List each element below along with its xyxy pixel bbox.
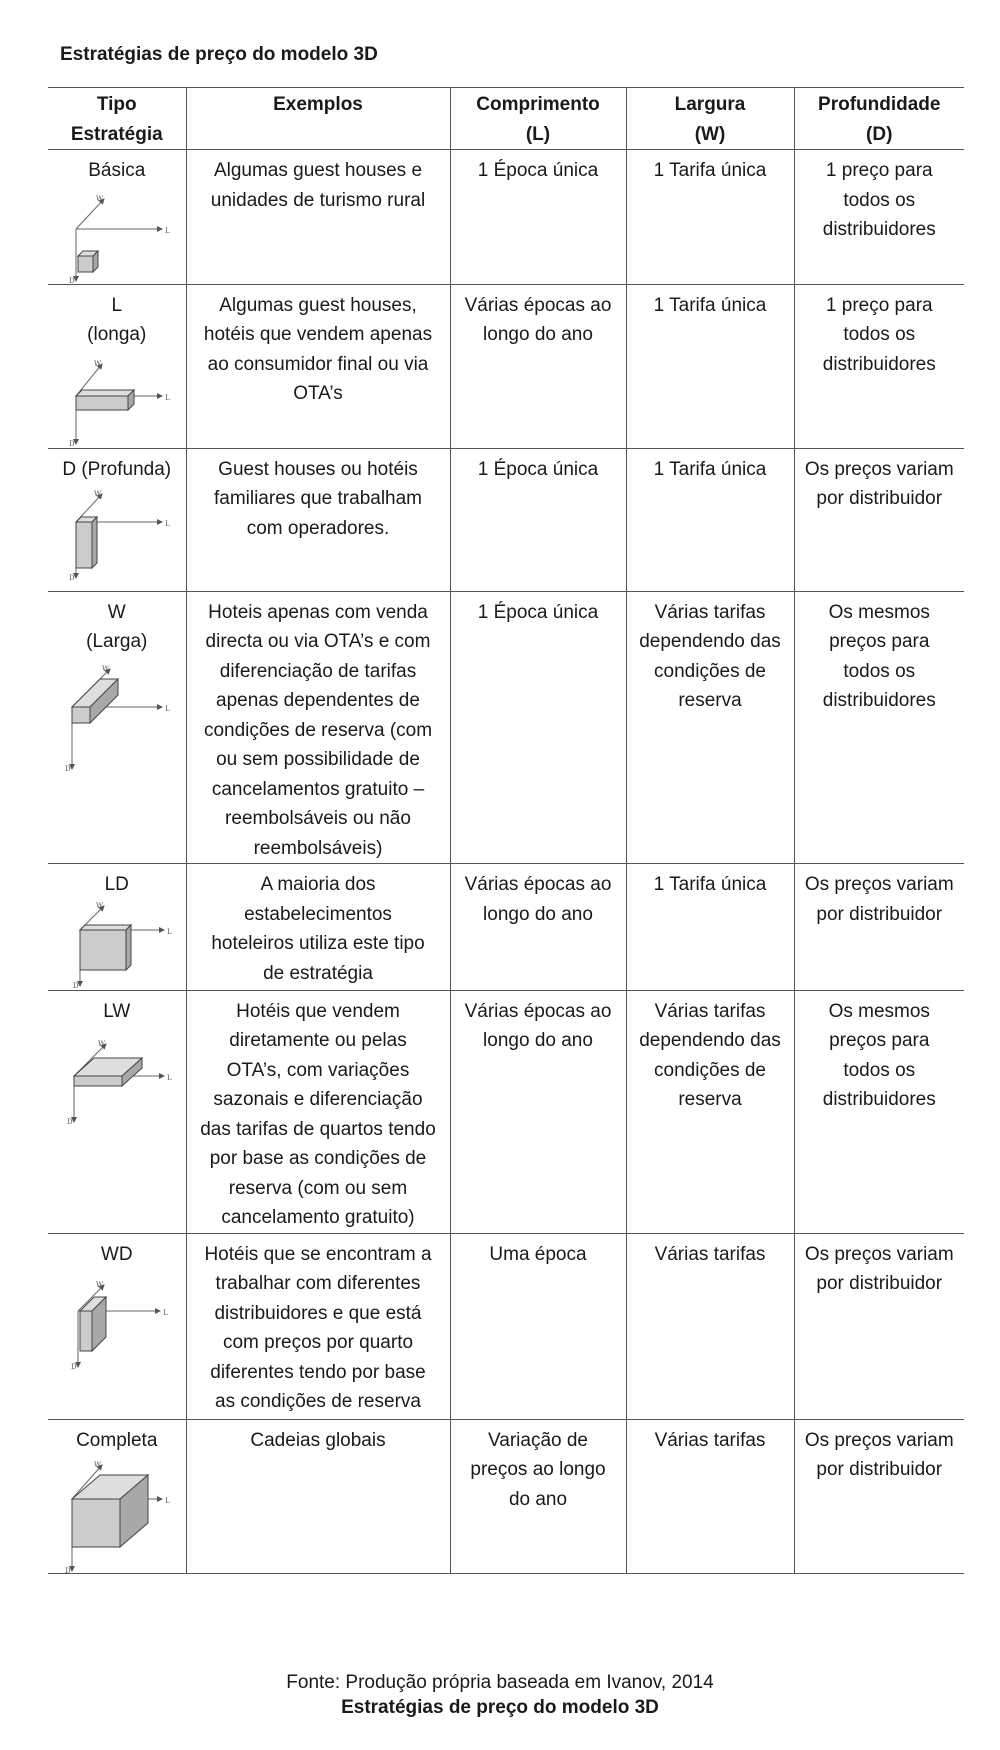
cube-front-face <box>80 930 126 970</box>
cube-diagram <box>54 490 180 582</box>
page-title: Estratégias de preço do modelo 3D <box>60 44 378 65</box>
cell-line: Várias tarifas <box>654 1243 766 1265</box>
cell-line: por base as condições de <box>209 1148 427 1169</box>
cell-line: Largura <box>674 94 746 115</box>
table-row <box>48 150 964 285</box>
cell-line: diretamente ou pelas <box>229 1030 407 1051</box>
cell-line: condições de <box>654 660 766 682</box>
table-caption: Estratégias de preço do modelo 3D <box>341 1697 659 1718</box>
table-row <box>48 990 964 1233</box>
cell-profundidade <box>794 150 964 285</box>
cube-side-face <box>126 925 131 970</box>
axis-d-label: D <box>69 276 75 285</box>
table-row <box>48 1419 964 1574</box>
cell-largura <box>626 150 794 285</box>
axis-w-label: W <box>98 1040 106 1048</box>
cell-comprimento <box>450 864 626 991</box>
header-exemplos <box>186 88 450 150</box>
axis-w-label: W <box>96 901 104 910</box>
cell-line: distribuidores e que está <box>214 1302 422 1324</box>
cell-tipo <box>48 591 186 864</box>
cell-line: L <box>111 294 123 316</box>
cell-profundidade <box>794 448 964 591</box>
axis-l-label: L <box>167 927 172 936</box>
axis-l-label: L <box>167 1074 172 1082</box>
cell-line: cancelamento gratuito) <box>221 1207 415 1228</box>
cell-line: longo do ano <box>483 903 593 925</box>
cell-profundidade <box>794 1419 964 1574</box>
cell-profundidade <box>794 990 964 1233</box>
cell-profundidade <box>794 591 964 864</box>
cell-line: Completa <box>76 1429 158 1451</box>
cube-diagram <box>54 663 180 775</box>
cell-line: reembolsáveis ou não <box>225 808 411 829</box>
cell-line: apenas dependentes de <box>216 690 420 711</box>
cell-line: Hotéis que se encontram a <box>204 1243 432 1265</box>
cell-line: D (Profunda) <box>62 458 172 480</box>
cell-line: por distribuidor <box>816 903 943 925</box>
cell-tipo <box>48 1419 186 1574</box>
cell-exemplos <box>186 1419 450 1574</box>
cube-diagram <box>54 356 180 448</box>
cell-line: Profundidade <box>818 94 941 115</box>
axis-w-label: W <box>96 194 104 203</box>
cell-exemplos <box>186 150 450 285</box>
cube-diagram <box>54 901 180 990</box>
cell-line: preços para <box>829 1030 930 1051</box>
cell-line: 1 Tarifa única <box>653 874 767 895</box>
cell-line: condições de reserva (com <box>203 719 433 741</box>
cell-line: Várias épocas ao <box>464 874 612 895</box>
cube-diagram <box>54 1275 180 1371</box>
cell-comprimento <box>450 448 626 591</box>
cube-full-icon <box>54 1461 170 1575</box>
table-body <box>48 150 964 1574</box>
table-row <box>48 591 964 864</box>
cell-largura <box>626 448 794 591</box>
cube-front-face <box>76 396 128 410</box>
cell-line: Os preços variam <box>804 1243 954 1265</box>
axis-l-label: L <box>165 393 170 402</box>
cell-line: 1 Época única <box>477 160 599 181</box>
cell-line: reserva <box>678 690 742 711</box>
cell-line: WD <box>100 1243 133 1265</box>
cell-line: todos os <box>843 324 916 345</box>
cube-side-face <box>92 517 97 568</box>
cell-line: ou sem possibilidade de <box>216 749 420 770</box>
cell-comprimento <box>450 1233 626 1419</box>
cell-line: distribuidores <box>822 1089 936 1110</box>
axis-l-label: L <box>165 520 170 528</box>
cell-line: longo do ano <box>483 324 593 345</box>
cell-line: 1 Tarifa única <box>653 294 767 316</box>
cell-line: Hotéis que vendem <box>236 1000 400 1022</box>
cell-line: 1 Época única <box>477 601 599 623</box>
cell-line: Uma época <box>489 1243 587 1265</box>
cell-line: Várias épocas ao <box>464 1000 612 1022</box>
cell-line: 1 preço para <box>825 160 933 181</box>
cell-line: todos os <box>843 1059 916 1081</box>
cell-exemplos <box>186 1233 450 1419</box>
cell-comprimento <box>450 591 626 864</box>
cube-front-face <box>80 1311 92 1351</box>
cell-tipo <box>48 284 186 448</box>
cube-top-face <box>80 925 131 930</box>
cell-exemplos <box>186 864 450 991</box>
header-tipo <box>48 88 186 150</box>
cell-line: todos os <box>843 660 916 682</box>
cell-profundidade <box>794 284 964 448</box>
cube-diagram <box>54 192 180 284</box>
cell-line: reserva <box>678 1089 742 1110</box>
axis-d-label: D <box>65 764 71 773</box>
cell-line: Os preços variam <box>804 874 954 895</box>
cell-line: ao consumidor final ou via <box>207 353 429 375</box>
cell-line: todos os <box>843 189 916 211</box>
cell-line: (L) <box>525 123 551 145</box>
cube-lw-icon <box>54 1032 172 1128</box>
cell-comprimento <box>450 150 626 285</box>
axis-d-label: D <box>67 1118 73 1126</box>
cell-line: Os mesmos <box>828 1000 930 1022</box>
axis-d-label: D <box>65 1567 71 1575</box>
cell-line: Variação de <box>488 1429 588 1451</box>
cell-line: condições de <box>654 1059 766 1081</box>
table-row <box>48 448 964 591</box>
cell-line: Os preços variam <box>804 1429 954 1451</box>
cell-line: Guest houses ou hotéis <box>218 458 418 480</box>
cell-line: Tipo <box>96 94 137 115</box>
cell-line: Várias tarifas <box>654 601 766 623</box>
cell-line: com operadores. <box>246 517 390 539</box>
axis-w-label: W <box>94 359 102 368</box>
header-comprimento <box>450 88 626 150</box>
cell-line: Várias tarifas <box>654 1000 766 1022</box>
cell-line: preços ao longo <box>470 1459 606 1480</box>
cube-front-face <box>78 256 93 272</box>
cube-front-face <box>72 1499 120 1547</box>
cell-line: por distribuidor <box>816 488 943 509</box>
cube-wide-icon <box>54 663 170 775</box>
cell-largura <box>626 990 794 1233</box>
cell-line: distribuidores <box>822 353 936 375</box>
cube-front-face <box>76 522 92 568</box>
cell-line: LW <box>103 1000 131 1022</box>
axis-d-label: D <box>71 1363 77 1371</box>
cell-tipo <box>48 864 186 991</box>
cell-line: 1 Tarifa única <box>653 458 767 480</box>
source-note: Fonte: Produção própria baseada em Ivanov, 2014 <box>286 1672 714 1693</box>
axis-l-label: L <box>165 1497 170 1505</box>
cell-line: (longa) <box>87 324 147 345</box>
table-row <box>48 284 964 448</box>
cell-line: Comprimento <box>476 94 600 115</box>
cell-line: 1 Época única <box>477 458 599 480</box>
table-row <box>48 864 964 991</box>
cell-line: por distribuidor <box>816 1273 943 1294</box>
cell-tipo <box>48 990 186 1233</box>
cell-exemplos <box>186 591 450 864</box>
header-profundidade <box>794 88 964 150</box>
axis-l-label: L <box>165 704 170 713</box>
cell-line: distribuidores <box>822 219 936 240</box>
cube-long-icon <box>54 356 170 448</box>
table-header-row <box>48 88 964 150</box>
cube-diagram <box>54 1032 180 1128</box>
cell-comprimento <box>450 1419 626 1574</box>
axis-d-label: D <box>69 574 75 582</box>
cell-line: 1 Tarifa única <box>653 160 767 181</box>
cell-line: estabelecimentos <box>244 903 392 925</box>
axis-d-label: D <box>69 439 75 448</box>
cell-line: preços para <box>829 631 930 652</box>
cell-line: sazonais e diferenciação <box>213 1089 423 1110</box>
cell-line: A maioria dos <box>260 874 376 895</box>
cell-line: Os preços variam <box>804 458 954 480</box>
cube-basic-icon <box>54 192 170 285</box>
cell-comprimento <box>450 990 626 1233</box>
cell-line: hotéis que vendem apenas <box>203 324 433 345</box>
cell-line: LD <box>104 874 129 895</box>
cell-line: Cadeias globais <box>250 1429 386 1451</box>
cell-largura <box>626 284 794 448</box>
cell-line: por distribuidor <box>816 1459 943 1480</box>
cell-comprimento <box>450 284 626 448</box>
cell-line: reserva (com ou sem <box>228 1177 408 1199</box>
axis-l-label: L <box>163 1309 168 1317</box>
cell-line: (W) <box>694 123 726 145</box>
cell-line: cancelamentos gratuito – <box>211 778 425 800</box>
cell-exemplos <box>186 990 450 1233</box>
pricing-strategy-table <box>48 87 964 1574</box>
axis-l-label: L <box>165 226 170 235</box>
cell-line: do ano <box>508 1488 568 1510</box>
cell-line: OTA’s, com variações <box>226 1059 410 1081</box>
cell-line: directa ou via OTA’s e com <box>205 631 431 652</box>
cell-line: OTA’s <box>293 383 343 404</box>
cell-line: reembolsáveis) <box>253 837 383 859</box>
cube-front-face <box>72 707 90 723</box>
cell-line: hoteleiros utiliza este tipo <box>211 933 425 954</box>
cell-line: dependendo das <box>639 631 781 652</box>
table-row <box>48 1233 964 1419</box>
cell-line: Estratégia <box>70 123 163 145</box>
cell-line: diferentes tendo por base <box>210 1361 426 1383</box>
cell-tipo <box>48 150 186 285</box>
cell-line: W <box>107 601 126 623</box>
cube-ld-icon <box>54 901 172 990</box>
cell-largura <box>626 1233 794 1419</box>
cell-line: longo do ano <box>483 1030 593 1051</box>
cell-line: com preços por quarto <box>222 1332 414 1353</box>
cell-line: Algumas guest houses e <box>213 160 423 181</box>
cell-line: Algumas guest houses, <box>219 294 417 316</box>
cell-line: Básica <box>88 160 146 181</box>
axis-w-label: W <box>94 490 102 498</box>
cell-exemplos <box>186 448 450 591</box>
cell-line: as condições de reserva <box>215 1391 421 1412</box>
cube-deep-icon <box>54 490 170 582</box>
cell-line: Várias tarifas <box>654 1429 766 1451</box>
cell-line: trabalhar com diferentes <box>215 1273 421 1294</box>
cube-wd-icon <box>54 1275 168 1371</box>
cell-line: (D) <box>866 123 893 145</box>
cell-line: unidades de turismo rural <box>210 189 426 211</box>
axis-w-label: W <box>102 664 110 673</box>
cell-exemplos <box>186 284 450 448</box>
cube-front-face <box>74 1076 122 1086</box>
cube-diagram <box>54 1461 180 1573</box>
header-largura <box>626 88 794 150</box>
cell-line: 1 preço para <box>825 294 933 316</box>
axis-w-label: W <box>94 1461 102 1469</box>
cell-tipo <box>48 448 186 591</box>
cube-top-face <box>76 390 134 396</box>
axis-w-label: W <box>96 1281 104 1289</box>
cell-largura <box>626 1419 794 1574</box>
cell-line: dependendo das <box>639 1030 781 1051</box>
cell-line: de estratégia <box>263 962 373 984</box>
cell-line: das tarifas de quartos tendo <box>200 1118 436 1140</box>
cell-line: Várias épocas ao <box>464 294 612 316</box>
axis-w-line <box>76 199 104 229</box>
cell-line: familiares que trabalham <box>213 488 423 509</box>
cell-line: Exemplos <box>273 94 363 115</box>
cell-line: distribuidores <box>822 690 936 711</box>
cell-profundidade <box>794 864 964 991</box>
cell-tipo <box>48 1233 186 1419</box>
cell-profundidade <box>794 1233 964 1419</box>
cell-line: Hoteis apenas com venda <box>208 601 428 623</box>
cell-line: Os mesmos <box>828 601 930 623</box>
cell-line: diferenciação de tarifas <box>219 660 417 682</box>
cell-largura <box>626 864 794 991</box>
axis-d-label: D <box>73 981 79 990</box>
cell-line: (Larga) <box>86 631 148 652</box>
cell-largura <box>626 591 794 864</box>
